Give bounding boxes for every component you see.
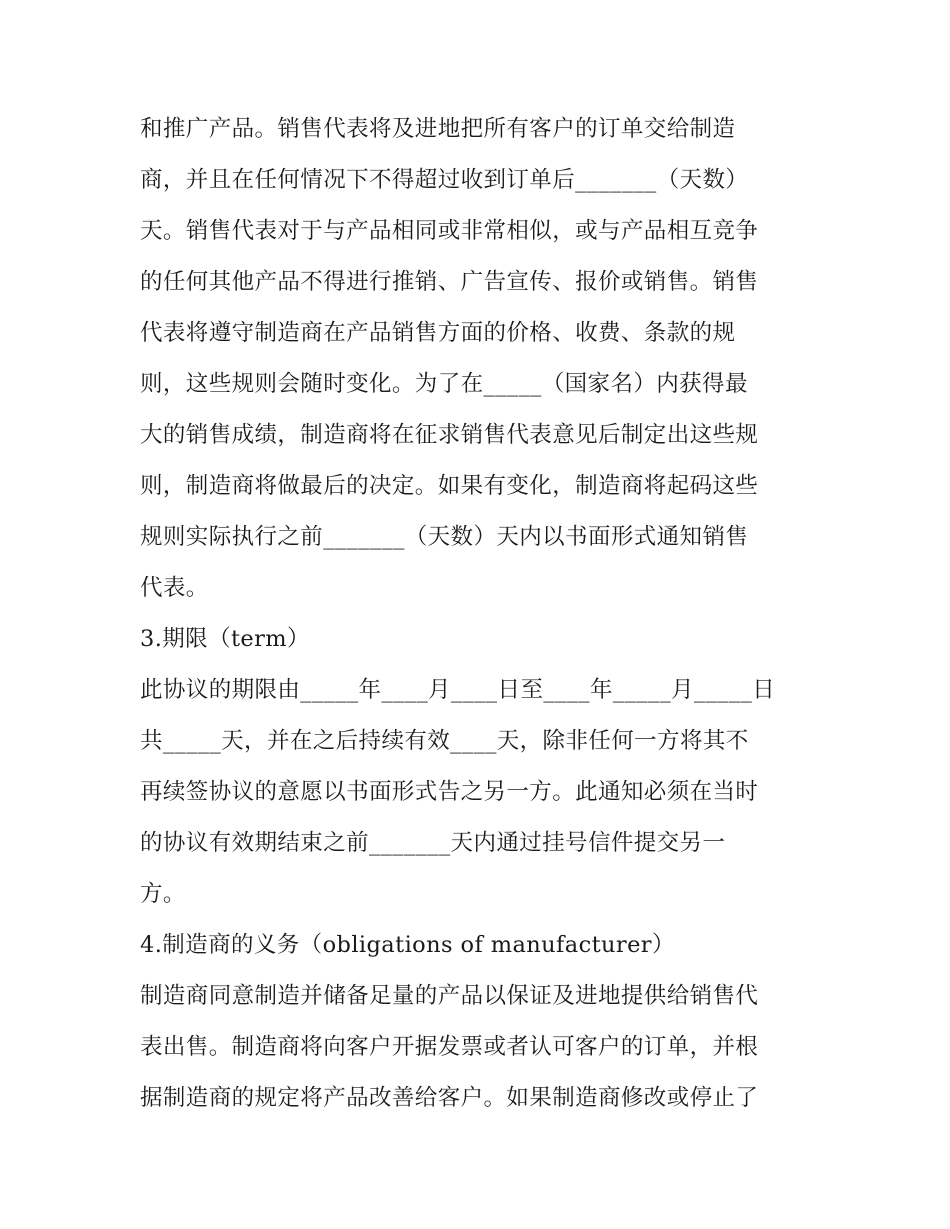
paragraph-line: 的协议有效期结束之前_______天内通过挂号信件提交另一 xyxy=(140,830,726,856)
paragraph-line: 的任何其他产品不得进行推销、广告宣传、报价或销售。销售 xyxy=(140,269,759,295)
paragraph-line: 代表将遵守制造商在产品销售方面的价格、收费、条款的规 xyxy=(140,320,736,346)
paragraph-line: 大的销售成绩，制造商将在征求销售代表意见后制定出这些规 xyxy=(140,422,759,448)
paragraph-line: 商，并且在任何情况下不得超过收到订单后_______（天数） xyxy=(140,167,749,193)
section-heading-obligations: 4.制造商的义务（obligations of manufacturer） xyxy=(140,932,675,958)
paragraph-line: 和推广产品。销售代表将及进地把所有客户的订单交给制造 xyxy=(140,116,736,142)
paragraph-line: 共_____天，并在之后持续有效____天，除非任何一方将其不 xyxy=(140,728,749,754)
section-heading-term: 3.期限（term） xyxy=(140,626,310,652)
paragraph-line: 再续签协议的意愿以书面形式告之另一方。此通知必须在当时 xyxy=(140,779,759,805)
document-page xyxy=(140,104,816,1124)
paragraph-line: 表出售。制造商将向客户开据发票或者认可客户的订单，并根 xyxy=(140,1034,759,1060)
paragraph-line: 规则实际执行之前_______（天数）天内以书面形式通知销售 xyxy=(140,524,749,550)
paragraph-line: 方。 xyxy=(140,881,186,907)
paragraph-line: 天。销售代表对于与产品相同或非常相似，或与产品相互竞争 xyxy=(140,218,759,244)
paragraph-line: 此协议的期限由_____年____月____日至____年_____月_____日 xyxy=(140,677,776,703)
paragraph-line: 据制造商的规定将产品改善给客户。如果制造商修改或停止了 xyxy=(140,1085,759,1111)
paragraph-line: 则，这些规则会随时变化。为了在_____（国家名）内获得最 xyxy=(140,371,748,397)
paragraph-line: 则，制造商将做最后的决定。如果有变化，制造商将起码这些 xyxy=(140,473,759,499)
paragraph-line: 制造商同意制造并储备足量的产品以保证及进地提供给销售代 xyxy=(140,983,759,1009)
paragraph-line: 代表。 xyxy=(140,575,209,601)
